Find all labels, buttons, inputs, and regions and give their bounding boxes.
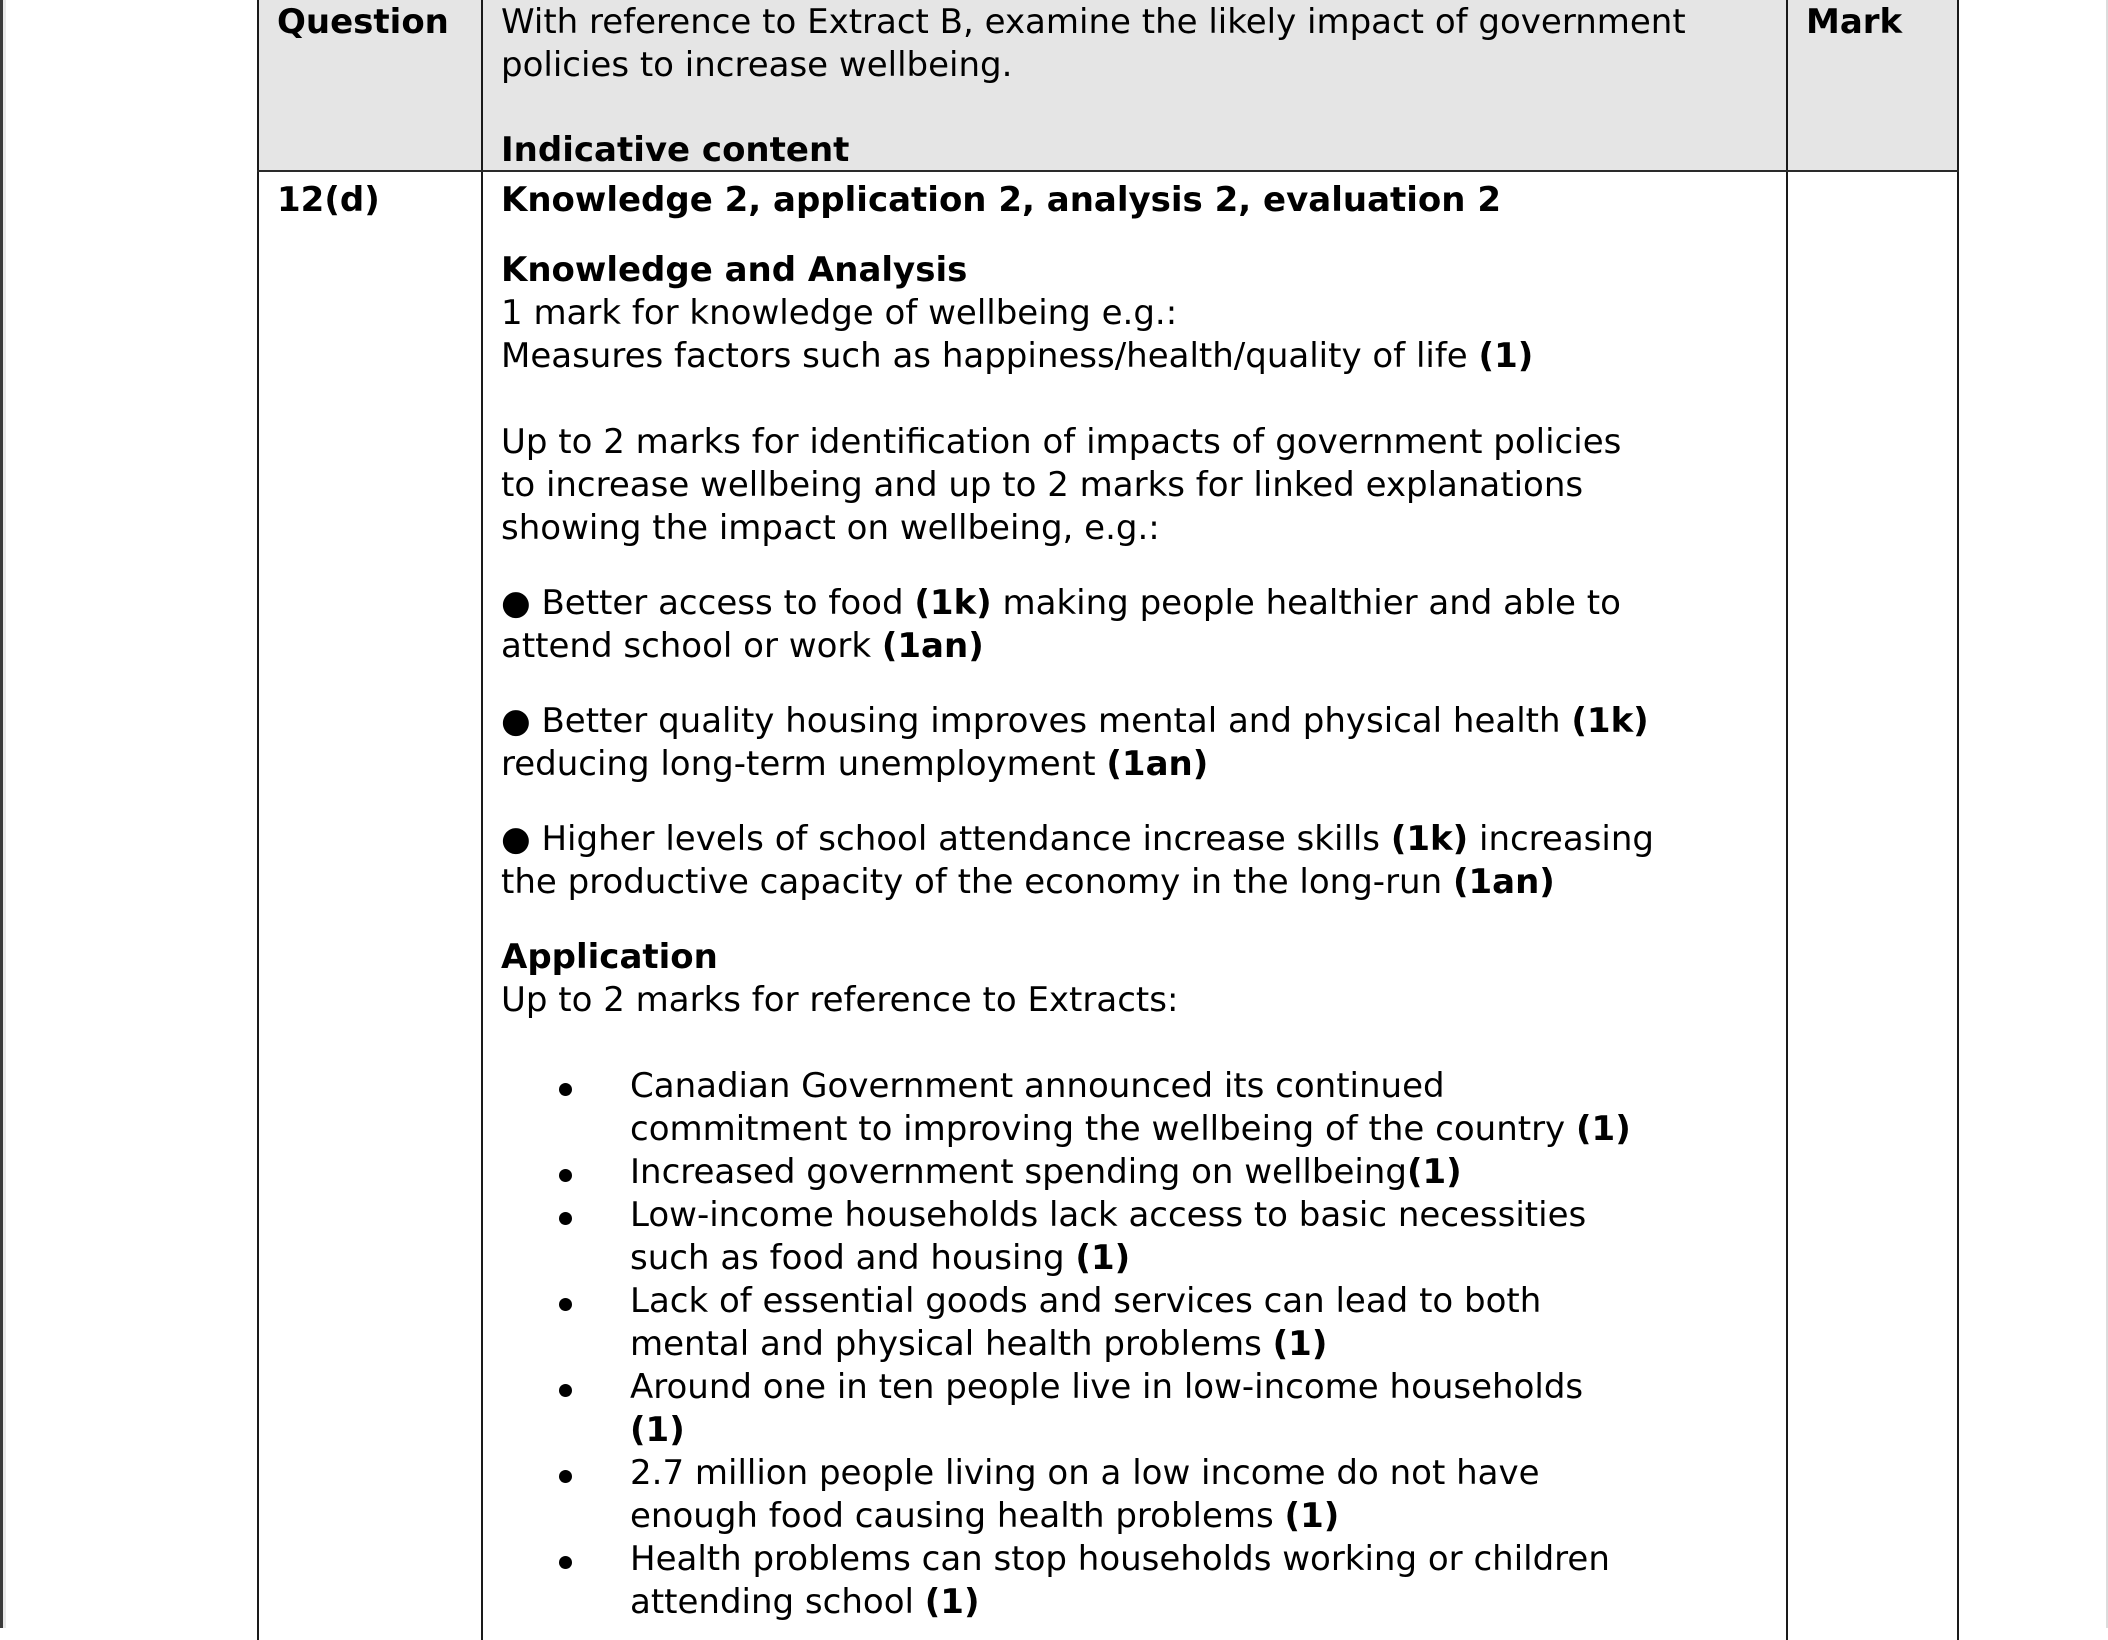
point-text: Better access to food [541,583,915,623]
point-analysis-mark: (1an) [881,626,984,666]
column-divider-question [481,0,483,1640]
point-knowledge-mark: (1k) [1390,819,1469,859]
point-text: attend school or work [501,626,882,666]
bullet-icon [559,1212,572,1225]
list-item [501,1452,1771,1538]
list-item-mark: (1) [1406,1152,1462,1192]
list-item-text: Lack of essential goods and services can lead to both [630,1281,1542,1321]
bullet-icon [559,1384,572,1397]
column-divider-mark [1786,0,1788,1640]
point-text: Higher levels of school attendance increase skills [541,819,1391,859]
list-item-mark: (1) [630,1410,685,1450]
point-knowledge-mark: (1k) [1571,701,1649,741]
list-item-text: Around one in ten people live in low-income households [630,1367,1584,1407]
knowledge-example [501,335,1771,378]
mark-allocation: Knowledge 2, application 2, analysis 2, evaluation 2 [501,180,1501,220]
bullet-icon [559,1298,572,1311]
mark-scheme-table [257,0,1959,1640]
list-item [501,1366,1771,1452]
list-item [501,1194,1771,1280]
list-item [501,1538,1771,1624]
list-item-text: Health problems can stop households working or children [630,1539,1610,1579]
knowledge-example-mark: (1) [1478,336,1534,376]
bullet-icon [559,1169,572,1182]
table-border-left [257,0,259,1640]
point-analysis-mark: (1an) [1106,744,1209,784]
list-item-text: enough food causing health problems [630,1496,1285,1536]
spacer [501,668,1771,700]
indicative-content [501,179,1771,1624]
question-number: 12(d) [277,180,380,220]
application-list [501,1065,1771,1624]
bullet-icon: ● [501,701,531,741]
point-text: making people healthier and able to [991,583,1621,623]
list-item-text: attending school [630,1582,925,1622]
page-edge-left [0,0,3,1628]
spacer [501,378,1771,421]
spacer [501,550,1771,582]
knowledge-analysis-heading: Knowledge and Analysis [501,250,968,290]
application-heading: Application [501,937,718,977]
header-indicative-label: Indicative content [501,130,850,170]
analysis-point-continuation [501,743,1771,786]
point-text: the productive capacity of the economy in the long-run [501,862,1453,902]
bullet-icon: ● [501,583,531,623]
list-item-text: mental and physical health problems [630,1324,1273,1364]
header-question-label: Question [277,2,449,42]
application-intro: Up to 2 marks for reference to Extracts: [501,980,1179,1020]
list-item-text: 2.7 million people living on a low income do not have [630,1453,1540,1493]
point-text: reducing long-term unemployment [501,744,1107,784]
knowledge-intro: 1 mark for knowledge of wellbeing e.g.: [501,293,1178,333]
list-item-mark: (1) [1075,1238,1131,1278]
list-item-mark: (1) [924,1582,980,1622]
point-text: Better quality housing improves mental and physical health [541,701,1572,741]
analysis-point [501,818,1771,861]
point-analysis-mark: (1an) [1452,862,1555,902]
analysis-point [501,700,1771,743]
list-item-text: Canadian Government announced its continued [630,1066,1445,1106]
list-item-text: Low-income households lack access to basic necessities [630,1195,1587,1235]
bullet-icon [559,1470,572,1483]
question-text-line: policies to increase wellbeing. [501,45,1013,85]
point-knowledge-mark: (1k) [914,583,992,623]
analysis-intro-line: Up to 2 marks for identification of impacts of government policies [501,422,1622,462]
list-item-text: such as food and housing [630,1238,1076,1278]
point-text: increasing [1468,819,1654,859]
bullet-icon: ● [501,819,531,859]
analysis-point-continuation [501,625,1771,668]
spacer [501,904,1771,936]
bullet-icon [559,1083,572,1096]
list-item [501,1280,1771,1366]
list-item-mark: (1) [1272,1324,1328,1364]
question-text-line: With reference to Extract B, examine the likely impact of government [501,2,1686,42]
list-item [501,1151,1771,1194]
analysis-point-continuation [501,861,1771,904]
list-item-mark: (1) [1576,1109,1631,1149]
list-item-text: Increased government spending on wellbeing [630,1152,1407,1192]
analysis-intro-line: showing the impact on wellbeing, e.g.: [501,508,1160,548]
table-border-right [1957,0,1959,1640]
analysis-point [501,582,1771,625]
spacer [501,1022,1771,1065]
header-question-text [501,1,1771,87]
spacer [501,786,1771,818]
list-item [501,1065,1771,1151]
list-item-mark: (1) [1284,1496,1340,1536]
analysis-intro-line: to increase wellbeing and up to 2 marks for linked explanations [501,465,1584,505]
knowledge-example-text: Measures factors such as happiness/health/quality of life [501,336,1468,376]
list-item-text: commitment to improving the wellbeing of the country [630,1109,1576,1149]
bullet-icon [559,1556,572,1569]
header-mark-label: Mark [1806,2,1903,42]
